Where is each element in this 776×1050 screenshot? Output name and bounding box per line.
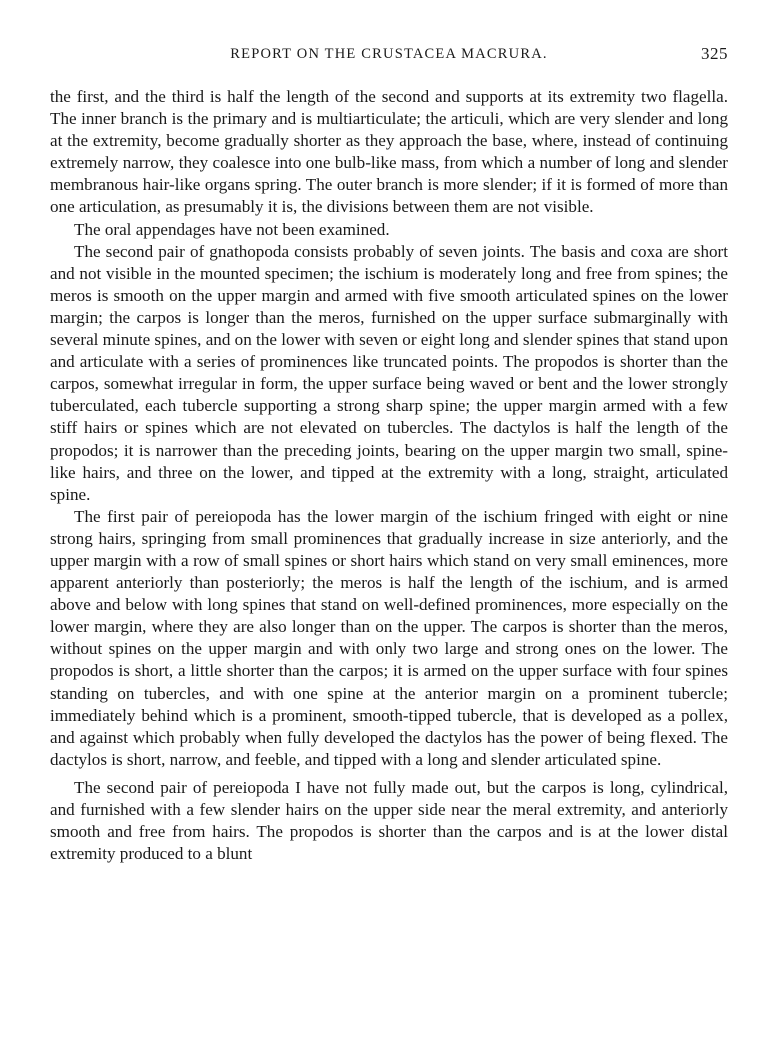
- paragraph-oral-appendages: The oral appendages have not been examined.: [74, 219, 390, 239]
- body-text: [50, 86, 728, 865]
- paragraph-second-gnathopoda: The second pair of gnathopoda consists probably of seven joints. The basis and coxa are short and not visible in the mounted specimen; the ischium is moderately long and free from spines; the meros is smooth on the upper margin and armed with five smooth articulated spines on the lower margin; the carpos is longer than the meros, furnished on the upper surface submarginally with several minute spines, and on the lower with seven or eight long and slender spines that stand upon and articulate with a series of prominences like truncated points. The propodos is shorter than the carpos, somewhat irregular in form, the upper surface being waved or bent and the lower strongly tuberculated, each tubercle supporting a strong sharp spine; the upper margin armed with a few stiff hairs or spines which are not elevated on tubercles. The dactylos is half the length of the propodos; it is narrower than the preceding joints, bearing on the upper margin two small, spine-like hairs, and three on the lower, and tipped at the extremity with a long, straight, articulated spine.: [50, 241, 728, 504]
- page: [50, 40, 728, 865]
- running-header: [50, 40, 728, 66]
- paragraph-second-pereiopoda: The second pair of pereiopoda I have not fully made out, but the carpos is long, cylindrical, and furnished with a few slender hairs on the upper side near the meral extremity, and anteriorly smooth and free from hairs. The propodos is shorter than the carpos and is at the lower distal extremity produced to a blunt: [50, 777, 728, 864]
- page-number: 325: [701, 44, 728, 63]
- paragraph-first-pereiopoda: The first pair of pereiopoda has the lower margin of the ischium fringed with eight or nine strong hairs, springing from small prominences that gradually increase in size anteriorly, and the upper margin with a row of small spines or short hairs which stand on very small eminences, more apparent anteriorly than posteriorly; the meros is half the length of the ischium, and is armed above and below with long spines that stand on well-defined prominences, more especially on the lower margin, where they are also longer than on the upper. The carpos is shorter than the meros, without spines on the upper margin and with only two large and strong ones on the lower. The propodos is short, a little shorter than the carpos; it is armed on the upper surface with four spines standing on tubercles, and with one spine at the anterior margin on a prominent tubercle; immediately behind which is a prominent, smooth-tipped tubercle, that is developed as a pollex, and against which probably when fully developed the dactylos has the power of being flexed. The dactylos is short, narrow, and feeble, and tipped with a long and slender articulated spine.: [50, 506, 728, 769]
- running-title: REPORT ON THE CRUSTACEA MACRURA.: [230, 46, 548, 62]
- paragraph-continuation: the first, and the third is half the length of the second and supports at its extremity two flagella. The inner branch is the primary and is multiarticulate; the articuli, which are very slender and long at the extremity, become gradually shorter as they approach the base, where, instead of continuing extremely narrow, they coalesce into one bulb-like mass, from which a number of long and slender membranous hair-like organs spring. The outer branch is more slender; if it is formed of more than one articulation, as presumably it is, the divisions between them are not visible.: [50, 87, 728, 217]
